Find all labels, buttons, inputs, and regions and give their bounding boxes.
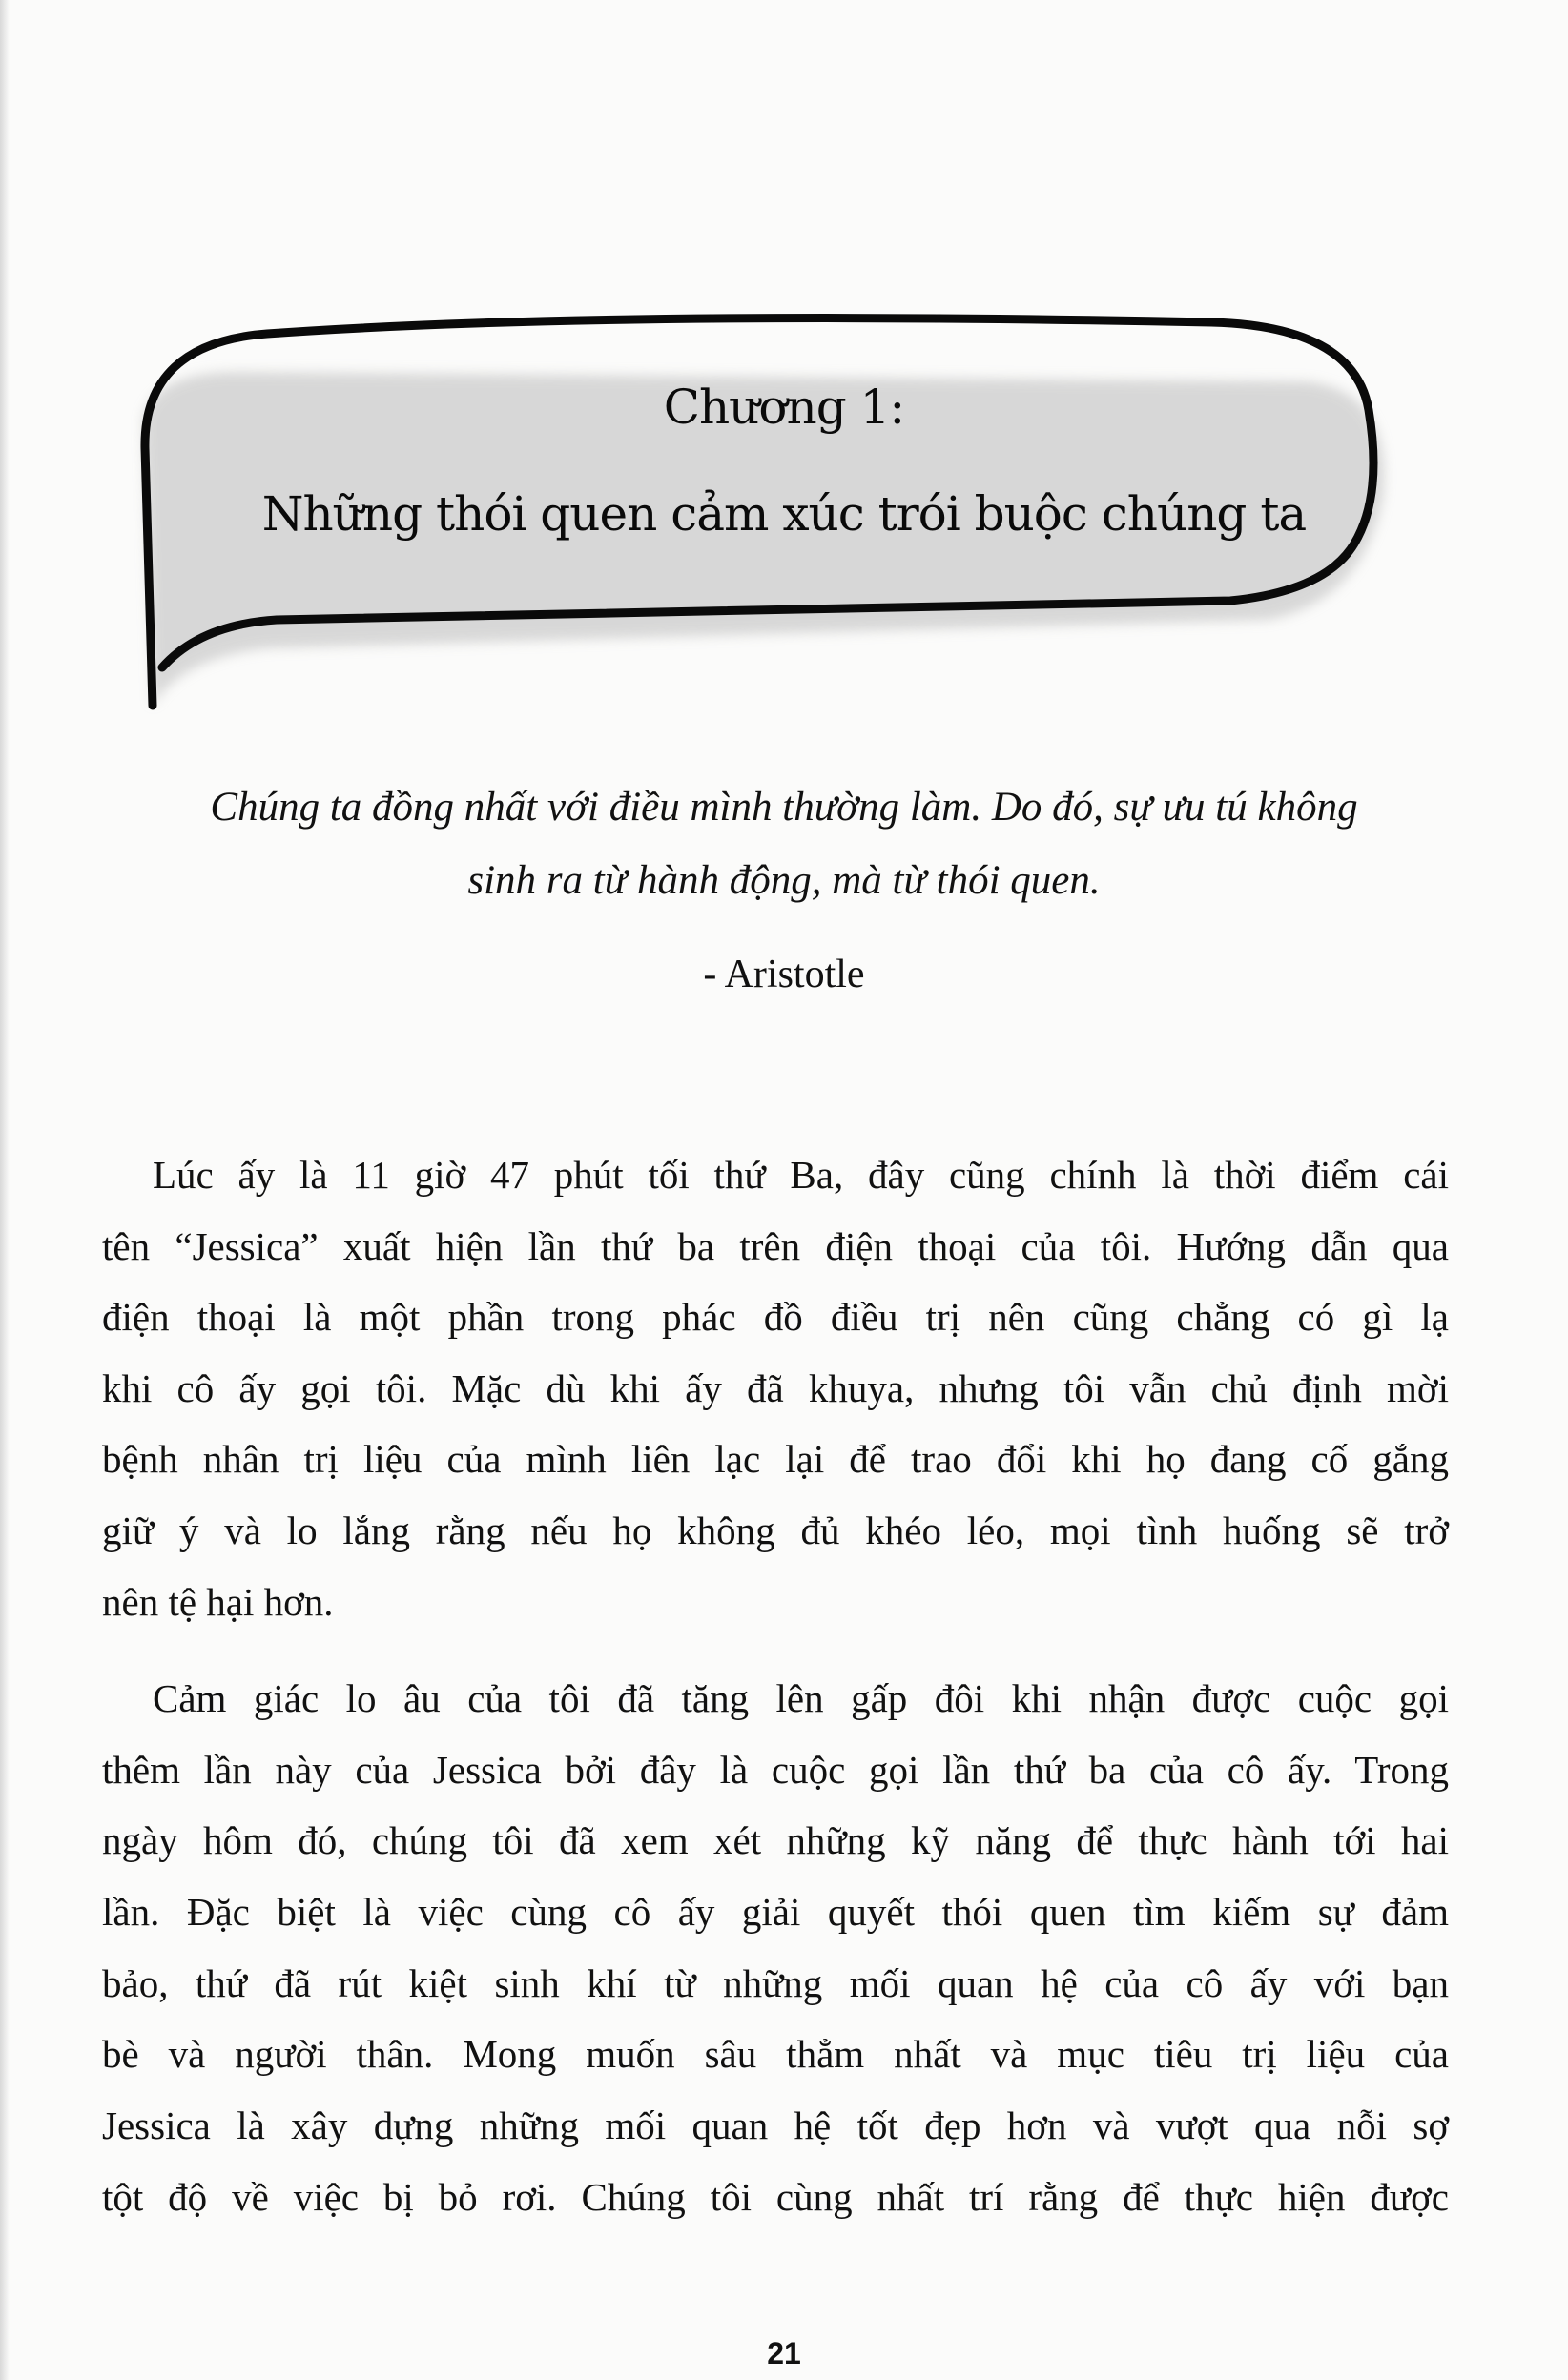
text-line: khi cô ấy gọi tôi. Mặc dù khi ấy đã khuya, nhưng tôi vẫn chủ định mời [102, 1366, 1449, 1410]
epigraph-author: - Aristotle [703, 953, 865, 996]
text-line: Lúc ấy là 11 giờ 47 phút tối thứ Ba, đây cũng chính là thời điểm cái [153, 1153, 1449, 1197]
text-line: tên “Jessica” xuất hiện lần thứ ba trên điện thoại của tôi. Hướng dẫn qua [102, 1224, 1449, 1268]
text-line: tột độ về việc bị bỏ rơi. Chúng tôi cùng nhất trí rằng để thực hiện được [102, 2175, 1449, 2219]
epigraph-line: sinh ra từ hành động, mà từ thói quen. [467, 858, 1101, 903]
text-line: Cảm giác lo âu của tôi đã tăng lên gấp đôi khi nhận được cuộc gọi [153, 1676, 1449, 1720]
page-number: 21 [767, 2336, 801, 2370]
text-line: thêm lần này của Jessica bởi đây là cuộc gọi lần thứ ba của cô ấy. Trong [102, 1748, 1449, 1792]
text-line: bè và người thân. Mong muốn sâu thẳm nhất và mục tiêu trị liệu của [102, 2032, 1449, 2076]
text-line: điện thoại là một phần trong phác đồ điều trị nên cũng chẳng có gì lạ [102, 1295, 1449, 1339]
text-line: bảo, thứ đã rút kiệt sinh khí từ những mối quan hệ của cô ấy với bạn [102, 1961, 1449, 2005]
epigraph-line: Chúng ta đồng nhất với điều mình thường làm. Do đó, sự ưu tú không [210, 785, 1358, 830]
chapter-title: Những thói quen cảm xúc trói buộc chúng ta [261, 486, 1307, 542]
chapter-number: Chương 1: [663, 380, 905, 435]
text-line: nên tệ hại hơn. [102, 1580, 334, 1624]
text-line: bệnh nhân trị liệu của mình liên lạc lại để trao đổi khi họ đang cố gắng [102, 1437, 1449, 1481]
text-line: giữ ý và lo lắng rằng nếu họ không đủ khéo léo, mọi tình huống sẽ trở [102, 1508, 1449, 1552]
page-edge-shadow [0, 0, 10, 2380]
text-line: ngày hôm đó, chúng tôi đã xem xét những kỹ năng để thực hành tới hai [102, 1818, 1449, 1862]
text-line: Jessica là xây dựng những mối quan hệ tốt đẹp hơn và vượt qua nỗi sợ [102, 2103, 1449, 2147]
text-line: lần. Đặc biệt là việc cùng cô ấy giải quyết thói quen tìm kiếm sự đảm [102, 1890, 1449, 1934]
